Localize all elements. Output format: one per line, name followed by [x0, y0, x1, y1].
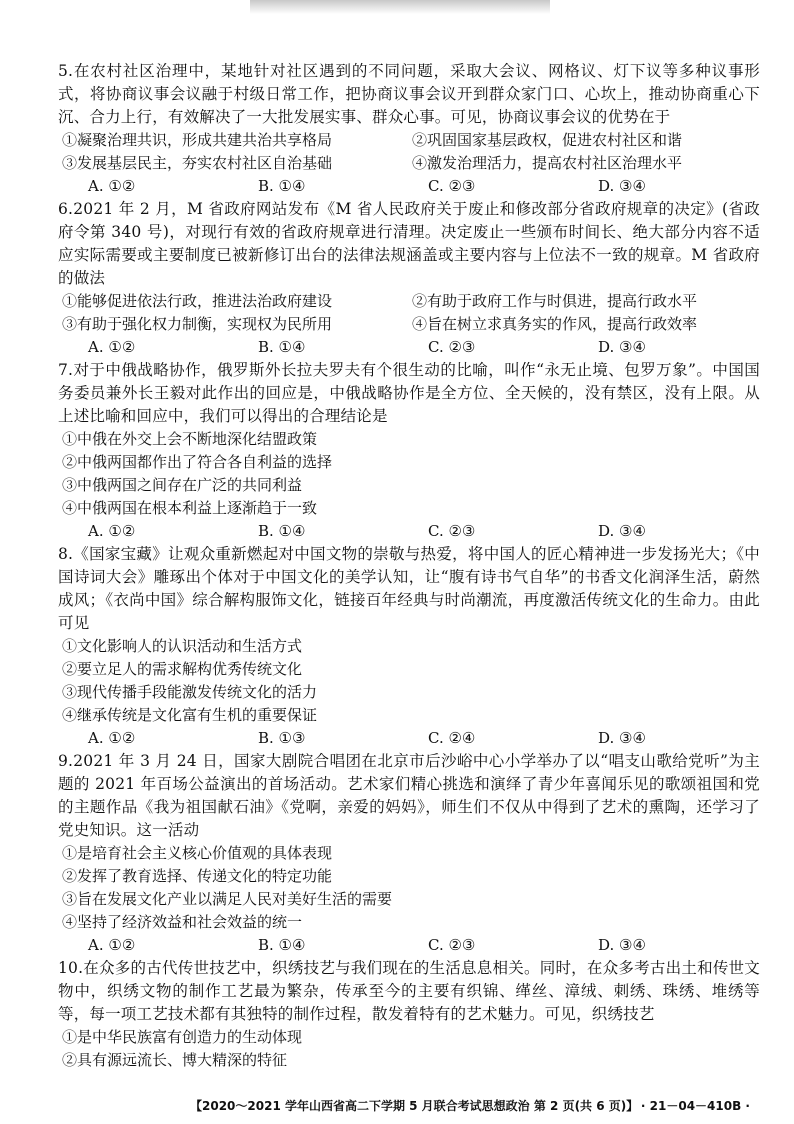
option-c: C. ②④ — [428, 729, 476, 747]
option-b: B. ①③ — [258, 729, 306, 747]
statement-item: ①凝聚治理共识，形成共建共治共享格局 — [62, 131, 333, 149]
question-6 — [58, 198, 760, 358]
statement-item: ③旨在发展文化产业以满足人民对美好生活的需要 — [62, 890, 393, 908]
question-stem — [58, 60, 760, 129]
exam-info: 【2020～2021 学年山西省高二下学期 5 月联合考试思想政治 第 2 页(共 6 页)】 — [190, 1099, 639, 1113]
statement-list — [58, 1026, 760, 1072]
question-5 — [58, 60, 760, 197]
statement-item: ②巩固国家基层政权，促进农村社区和谐 — [412, 131, 683, 149]
question-8 — [58, 543, 760, 749]
option-c: C. ②③ — [428, 936, 476, 954]
scan-shadow — [250, 0, 550, 14]
statement-item: ②中俄两国都作出了符合各自利益的选择 — [62, 453, 333, 471]
option-a: A. ①② — [88, 338, 136, 356]
question-stem — [58, 198, 760, 290]
statement-list — [58, 129, 760, 175]
statement-list — [58, 290, 760, 336]
option-d: D. ③④ — [598, 936, 646, 954]
option-d: D. ③④ — [598, 177, 646, 195]
question-7 — [58, 359, 760, 542]
statement-item: ①中俄在外交上会不断地深化结盟政策 — [62, 430, 318, 448]
statement-item: ①是培育社会主义核心价值观的具体表现 — [62, 844, 333, 862]
statement-item: ④旨在树立求真务实的作风，提高行政效率 — [412, 315, 698, 333]
answer-options — [58, 727, 760, 749]
answer-options — [58, 520, 760, 542]
statement-item: ①文化影响人的认识活动和生活方式 — [62, 637, 303, 655]
statement-item: ①能够促进依法行政，推进法治政府建设 — [62, 292, 333, 310]
question-stem — [58, 359, 760, 428]
question-10 — [58, 957, 760, 1072]
question-number: 6. — [58, 200, 74, 218]
statement-item: ②具有源远流长、博大精深的特征 — [62, 1051, 288, 1069]
statement-item: ③发展基层民主，夯实农村社区自治基础 — [62, 154, 333, 172]
statement-list — [58, 842, 760, 934]
option-c: C. ②③ — [428, 338, 476, 356]
question-stem — [58, 750, 760, 842]
exam-code: · 21－04－410B · — [640, 1099, 750, 1113]
question-text: 在众多的古代传世技艺中，织绣技艺与我们现在的生活息息相关。同时，在众多考古出土和传世文物中，织绣文物的制作工艺最为繁杂，传承至今的主要有织锦、缂丝、漳绒、刺绣、珠绣、堆绣等等，每一项工艺技术都有其独特的制作过程，散发着特有的艺术魅力。可见，织绣技艺 — [58, 959, 760, 1023]
question-stem — [58, 543, 760, 635]
option-b: B. ①④ — [258, 338, 306, 356]
statement-item: ③现代传播手段能激发传统文化的活力 — [62, 683, 318, 701]
option-c: C. ②③ — [428, 177, 476, 195]
option-b: B. ①④ — [258, 522, 306, 540]
option-d: D. ③④ — [598, 729, 646, 747]
statement-item: ④坚持了经济效益和社会效益的统一 — [62, 913, 303, 931]
question-number: 10. — [58, 959, 84, 977]
question-text: 2021 年 3 月 24 日，国家大剧院合唱团在北京市后沙峪中心小学举办了以“唱支山歌给党听”为主题的 2021 年百场公益演出的首场活动。艺术家们精心挑选和演绎了青少年喜闻乐见的歌颂祖国和党的主题作品《我为祖国献石油》《党啊，亲爱的妈妈》，师生们不仅从中得到了艺术的熏陶，还学习了党史知识。这一活动 — [58, 752, 760, 839]
statement-item: ②发挥了教育选择、传递文化的特定功能 — [62, 867, 333, 885]
option-a: A. ①② — [88, 936, 136, 954]
statement-item: ④激发治理活力，提高农村社区治理水平 — [412, 154, 683, 172]
statement-item: ②要立足人的需求解构优秀传统文化 — [62, 660, 303, 678]
option-b: B. ①④ — [258, 177, 306, 195]
answer-options — [58, 175, 760, 197]
question-text: 在农村社区治理中，某地针对社区遇到的不同问题，采取大会议、网格议、灯下议等多种议事形式，将协商议事会议融于村级日常工作，把协商议事会议开到群众家门口、心坎上，推动协商重心下沉、合力上行，有效解决了一大批发展实事、群众心事。可见，协商议事会议的优势在于 — [58, 62, 760, 126]
statement-list — [58, 635, 760, 727]
option-c: C. ②③ — [428, 522, 476, 540]
statement-item: ④中俄两国在根本利益上逐渐趋于一致 — [62, 499, 318, 517]
question-number: 9. — [58, 752, 74, 770]
answer-options — [58, 934, 760, 956]
statement-list — [58, 428, 760, 520]
question-text: 对于中俄战略协作，俄罗斯外长拉夫罗夫有个很生动的比喻，叫作“永无止境、包罗万象”。中国国务委员兼外长王毅对此作出的回应是，中俄战略协作是全方位、全天候的，没有禁区，没有上限。从上述比喻和回应中，我们可以得出的合理结论是 — [58, 361, 760, 425]
question-number: 7. — [58, 361, 74, 379]
exam-page — [58, 60, 760, 1073]
option-a: A. ①② — [88, 522, 136, 540]
option-a: A. ①② — [88, 729, 136, 747]
question-text: 《国家宝藏》让观众重新燃起对中国文物的崇敬与热爱，将中国人的匠心精神进一步发扬光大；《中国诗词大会》雕琢出个体对于中国文化的美学认知，让“腹有诗书气自华”的书香文化润泽生活，蔚然成风；《衣尚中国》综合解构服饰文化，链接百年经典与时尚潮流，再度激活传统文化的生命力。由此可见 — [58, 545, 760, 632]
option-d: D. ③④ — [598, 522, 646, 540]
answer-options — [58, 336, 760, 358]
question-9 — [58, 750, 760, 956]
question-number: 5. — [58, 62, 74, 80]
page-footer — [190, 1098, 750, 1114]
option-b: B. ①④ — [258, 936, 306, 954]
statement-item: ③中俄两国之间存在广泛的共同利益 — [62, 476, 303, 494]
option-d: D. ③④ — [598, 338, 646, 356]
statement-item: ④继承传统是文化富有生机的重要保证 — [62, 706, 318, 724]
statement-item: ①是中华民族富有创造力的生动体现 — [62, 1028, 303, 1046]
statement-item: ③有助于强化权力制衡，实现权为民所用 — [62, 315, 333, 333]
option-a: A. ①② — [88, 177, 136, 195]
statement-item: ②有助于政府工作与时俱进，提高行政水平 — [412, 292, 698, 310]
question-text: 2021 年 2 月，M 省政府网站发布《M 省人民政府关于废止和修改部分省政府规章的决定》(省政府令第 340 号)，对现行有效的省政府规章进行清理。决定废止一些颁布时间长、绝大部分内容不适应实际需要或主要制度已被新修订出台的法律法规涵盖或主要内容与上位法不一致的规章。M 省政府的做法 — [58, 200, 760, 287]
question-stem — [58, 957, 760, 1026]
question-number: 8. — [58, 545, 74, 563]
